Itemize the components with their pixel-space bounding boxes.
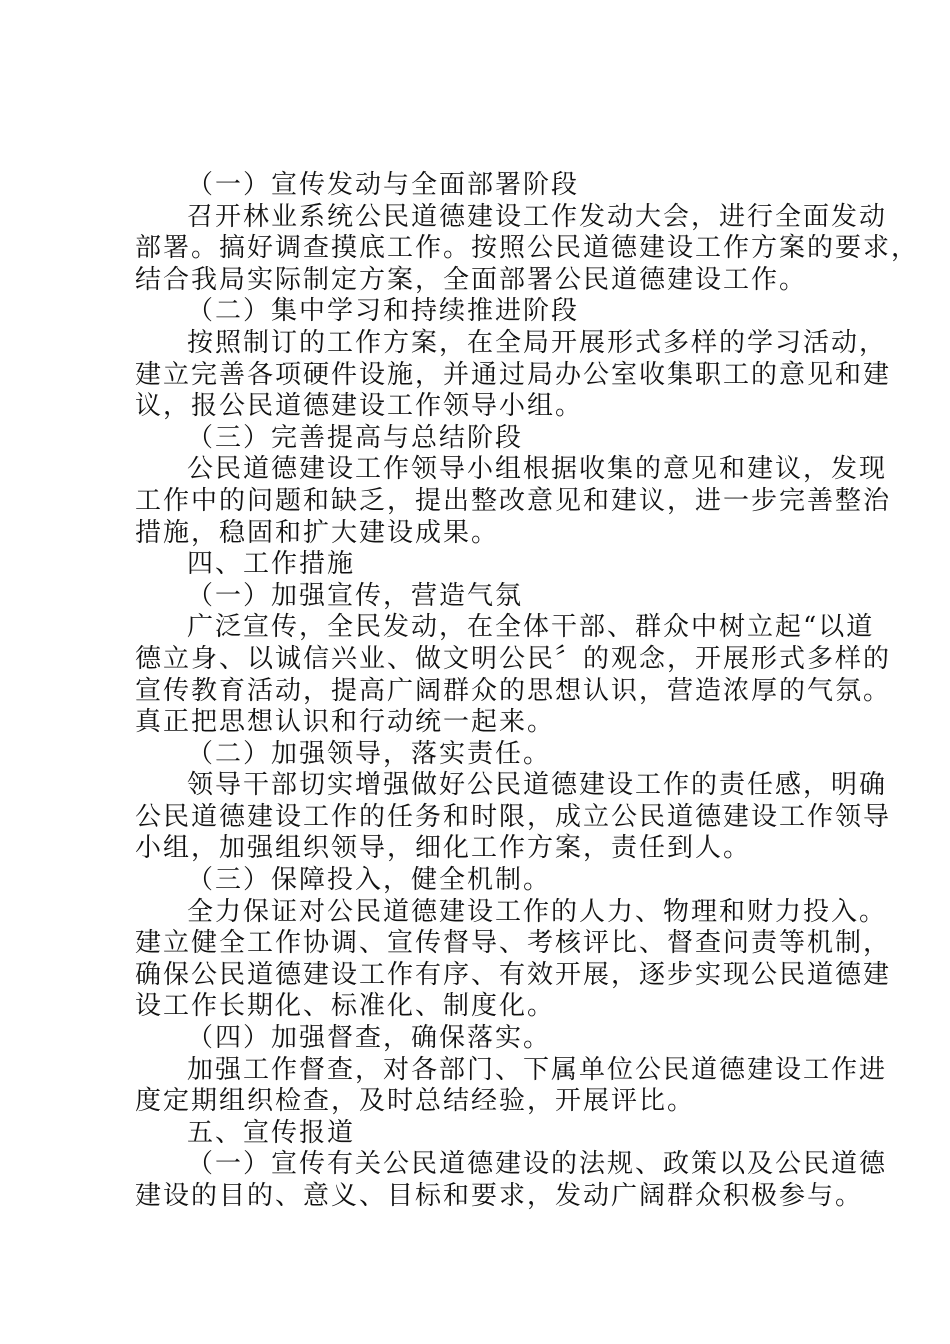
text-line: 真正把思想认识和行动统一起来。: [135, 707, 556, 738]
text-line: （一）宣传有关公民道德建设的法规、政策以及公民道德: [187, 1149, 888, 1180]
text-line: （一）加强宣传，营造气氛: [187, 580, 524, 611]
text-line: 公民道德建设工作的任务和时限，成立公民道德建设工作领导: [135, 801, 892, 832]
text-line: （二）集中学习和持续推进阶段: [187, 296, 580, 327]
text-line: 四、工作措施: [187, 549, 356, 580]
text-line: 措施，稳固和扩大建设成果。: [135, 517, 500, 548]
text-line: （三）保障投入，健全机制。: [187, 865, 552, 896]
text-line: 五、宣传报道: [187, 1117, 356, 1148]
text-line: （二）加强领导，落实责任。: [187, 738, 552, 769]
text-line: 部署。搞好调查摸底工作。按照公民道德建设工作方案的要求，: [135, 233, 920, 264]
text-line: 建立完善各项硬件设施，并通过局办公室收集职工的意见和建: [135, 359, 892, 390]
text-line: 按照制订的工作方案，在全局开展形式多样的学习活动，: [187, 327, 888, 358]
document-body: [135, 170, 920, 1213]
text-line: 全力保证对公民道德建设工作的人力、物理和财力投入。: [187, 896, 888, 927]
text-line: 结合我局实际制定方案，全面部署公民道德建设工作。: [135, 264, 808, 295]
text-line: 设工作长期化、标准化、制度化。: [135, 991, 556, 1022]
text-line: 公民道德建设工作领导小组根据收集的意见和建议，发现: [187, 454, 888, 485]
text-line: 建设的目的、意义、目标和要求，发动广阔群众积极参与。: [135, 1181, 864, 1211]
text-line: （三）完善提高与总结阶段: [187, 422, 524, 453]
text-line: 工作中的问题和缺乏，提出整改意见和建议，进一步完善整治: [135, 485, 892, 516]
text-line: （一）宣传发动与全面部署阶段: [187, 170, 580, 200]
text-line: 建立健全工作协调、宣传督导、考核评比、督查问责等机制，: [135, 928, 892, 959]
text-line: 广泛宣传，全民发动，在全体干部、群众中树立起“以道: [187, 612, 875, 643]
text-line: 召开林业系统公民道德建设工作发动大会，进行全面发动: [187, 201, 888, 232]
text-line: 小组，加强组织领导，细化工作方案，责任到人。: [135, 833, 752, 864]
text-line: 确保公民道德建设工作有序、有效开展，逐步实现公民道德建: [135, 959, 892, 990]
text-line: 领导干部切实增强做好公民道德建设工作的责任感，明确: [187, 770, 888, 801]
text-line: 度定期组织检查，及时总结经验，开展评比。: [135, 1086, 696, 1117]
text-line: （四）加强督查，确保落实。: [187, 1023, 552, 1054]
text-line: 加强工作督查，对各部门、下属单位公民道德建设工作进: [187, 1054, 888, 1085]
text-line: 宣传教育活动，提高广阔群众的思想认识，营造浓厚的气氛。: [135, 675, 892, 706]
text-line: 德立身、以诚信兴业、做文明公民〞的观念，开展形式多样的: [135, 643, 892, 674]
text-line: 议，报公民道德建设工作领导小组。: [135, 391, 584, 422]
